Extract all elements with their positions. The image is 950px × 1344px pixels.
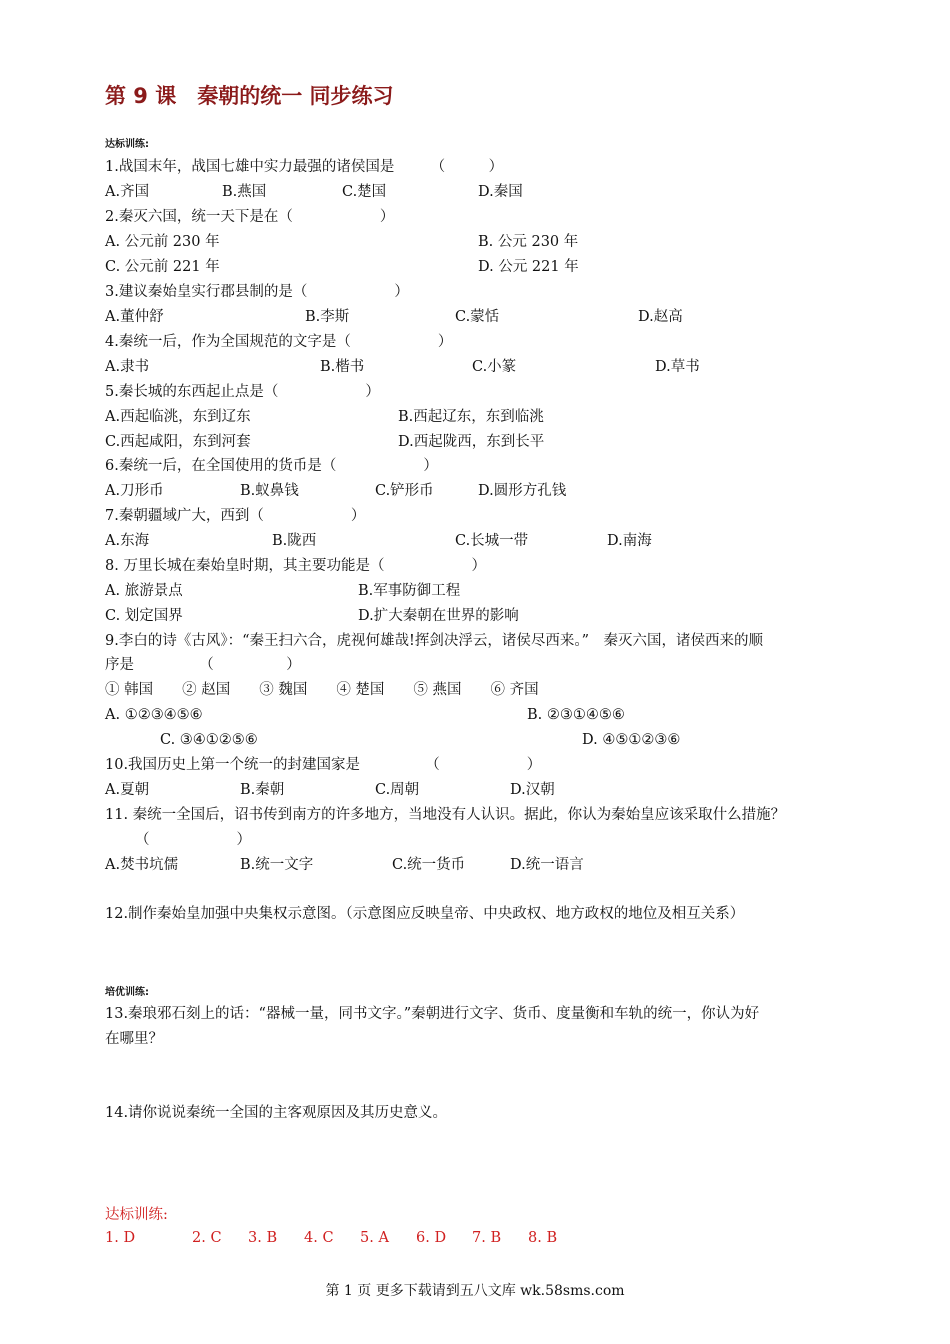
question-14: 14.请你说说秦统一全国的主客观原因及其历史意义。: [105, 1105, 448, 1121]
option-5d: D.西起陇西，东到长平: [398, 434, 545, 450]
option-2c: C. 公元前 221 年: [105, 259, 220, 275]
section-label-basic: 达标训练:: [105, 139, 149, 150]
question-6: 6.秦统一后，在全国使用的货币是（ ）: [105, 458, 438, 474]
page-title: 第 9 课 秦朝的统一 同步练习: [105, 84, 394, 108]
option-10c: C.周朝: [375, 782, 420, 798]
question-10: 10.我国历史上第一个统一的封建国家是 （ ）: [105, 757, 542, 773]
question-5: 5.秦长城的东西起止点是（ ）: [105, 384, 380, 400]
option-3b: B.李斯: [305, 309, 350, 325]
question-13-line2: 在哪里？: [105, 1031, 163, 1047]
answer-item: 5. A: [360, 1230, 389, 1246]
answer-item: 6. D: [416, 1230, 447, 1246]
option-9b: B. ②③①④⑤⑥: [527, 707, 625, 723]
question-11-line2: （ ）: [135, 832, 251, 848]
option-6b: B.蚁鼻钱: [240, 483, 299, 499]
option-5c: C.西起咸阳，东到河套: [105, 434, 251, 450]
section-label-advanced: 培优训练:: [105, 987, 149, 998]
question-11-line1: 11. 秦统一全国后，诏书传到南方的许多地方，当地没有人认识。据此，你认为秦始皇应该采取什么措施？: [105, 807, 786, 823]
option-5b: B.西起辽东，东到临洮: [398, 409, 544, 425]
question-1: 1.战国末年，战国七雄中实力最强的诸侯国是 （ ）: [105, 159, 504, 175]
option-1b: B.燕国: [222, 184, 267, 200]
option-7c: C.长城一带: [455, 533, 529, 549]
option-3a: A.董仲舒: [105, 309, 164, 325]
option-2b: B. 公元 230 年: [478, 234, 579, 250]
answer-item: 1. D: [105, 1230, 136, 1246]
option-11a: A.焚书坑儒: [105, 857, 179, 873]
answer-item: 8. B: [528, 1230, 558, 1246]
question-9-line1: 9.李白的诗《古风》：“秦王扫六合，虎视何雄哉!挥剑决浮云，诸侯尽西来。” 秦灭六国，诸侯西来的顺: [105, 633, 763, 649]
option-10d: D.汉朝: [510, 782, 555, 798]
option-8b: B.军事防御工程: [358, 583, 461, 599]
option-11c: C.统一货币: [392, 857, 466, 873]
question-2: 2.秦灭六国，统一天下是在（ ）: [105, 209, 395, 225]
question-3: 3.建议秦始皇实行郡县制的是（ ）: [105, 284, 409, 300]
option-5a: A.西起临洮，东到辽东: [105, 409, 251, 425]
option-10a: A.夏朝: [105, 782, 150, 798]
option-9a: A. ①②③④⑤⑥: [105, 707, 203, 723]
option-2a: A. 公元前 230 年: [105, 234, 220, 250]
option-4d: D.草书: [655, 359, 700, 375]
option-3d: D.赵高: [638, 309, 683, 325]
option-1a: A.齐国: [105, 184, 150, 200]
option-9d: D. ④⑤①②③⑥: [582, 732, 681, 748]
option-7d: D.南海: [607, 533, 652, 549]
question-8: 8. 万里长城在秦始皇时期，其主要功能是（ ）: [105, 558, 486, 574]
option-6c: C.铲形币: [375, 483, 434, 499]
option-7b: B.陇西: [272, 533, 317, 549]
answer-item: 7. B: [472, 1230, 502, 1246]
option-11d: D.统一语言: [510, 857, 584, 873]
option-6a: A.刀形币: [105, 483, 164, 499]
option-10b: B.秦朝: [240, 782, 285, 798]
option-8d: D.扩大秦朝在世界的影响: [358, 608, 519, 624]
option-7a: A.东海: [105, 533, 150, 549]
option-4c: C.小篆: [472, 359, 517, 375]
option-6d: D.圆形方孔钱: [478, 483, 567, 499]
option-9c: C. ③④①②⑤⑥: [160, 732, 258, 748]
option-11b: B.统一文字: [240, 857, 314, 873]
option-1c: C.楚国: [342, 184, 387, 200]
answer-item: 2. C: [192, 1230, 222, 1246]
answer-label: 达标训练:: [105, 1207, 168, 1223]
question-12: 12.制作秦始皇加强中央集权示意图。（示意图应反映皇帝、中央政权、地方政权的地位及相互关系）: [105, 906, 745, 922]
page-footer: 第 1 页 更多下载请到五八文库 wk.58sms.com: [325, 1283, 625, 1299]
answer-item: 3. B: [248, 1230, 278, 1246]
option-4a: A.隶书: [105, 359, 150, 375]
option-4b: B.楷书: [320, 359, 365, 375]
question-13-line1: 13.秦琅邪石刻上的话：“器械一量，同书文字。”秦朝进行文字、货币、度量衡和车轨的统一，你认为好: [105, 1006, 760, 1022]
option-8a: A. 旅游景点: [105, 583, 183, 599]
question-9-line2: 序是 （ ）: [105, 657, 301, 673]
question-4: 4.秦统一后，作为全国规范的文字是（ ）: [105, 334, 453, 350]
question-9-states: ① 韩国 ② 赵国 ③ 魏国 ④ 楚国 ⑤ 燕国 ⑥ 齐国: [105, 682, 539, 698]
option-3c: C.蒙恬: [455, 309, 500, 325]
answer-item: 4. C: [304, 1230, 334, 1246]
option-2d: D. 公元 221 年: [478, 259, 579, 275]
question-7: 7.秦朝疆域广大，西到（ ）: [105, 508, 366, 524]
option-1d: D.秦国: [478, 184, 523, 200]
option-8c: C. 划定国界: [105, 608, 183, 624]
